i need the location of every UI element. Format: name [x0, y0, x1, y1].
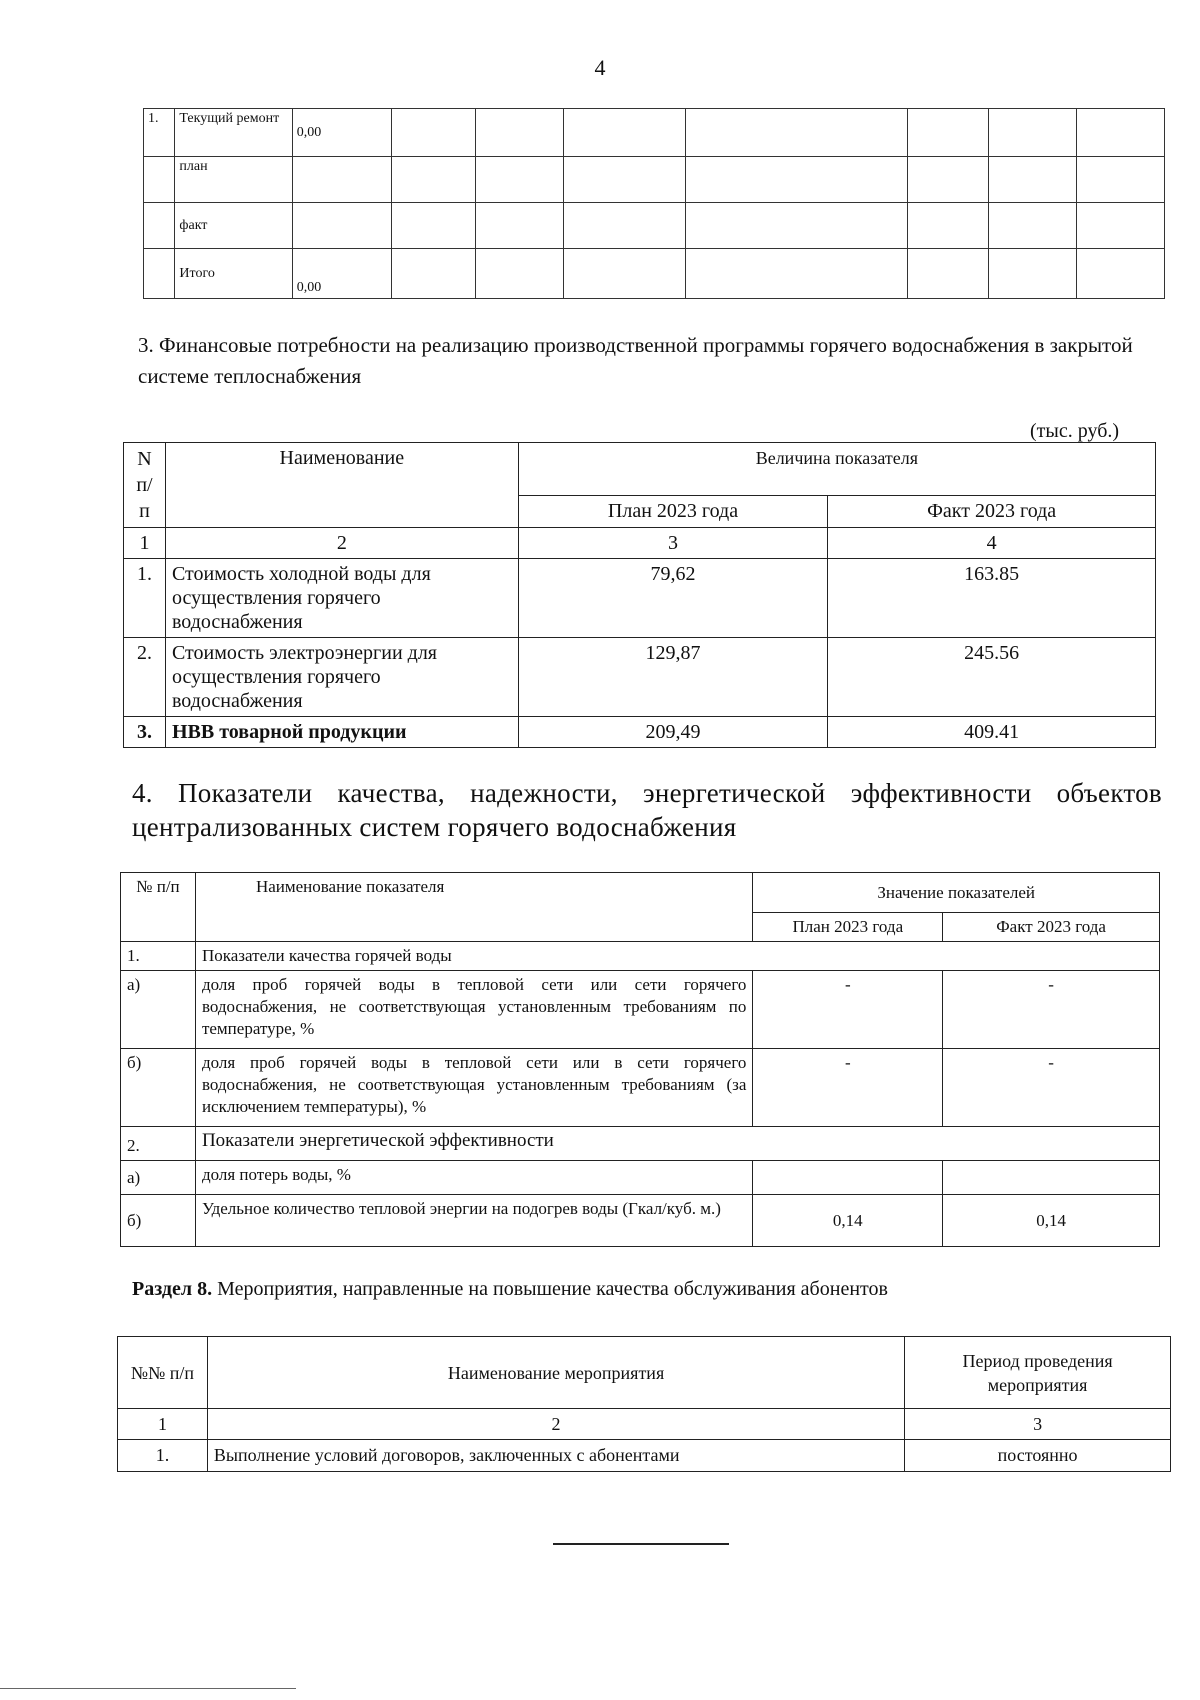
footer-rule [0, 1688, 296, 1689]
row-plan: 79,62 [518, 559, 828, 638]
row-plan: - [753, 1049, 943, 1127]
row-name: Стоимость холодной воды для осуществления горячего водоснабжения [165, 559, 518, 638]
column-numbers-row [124, 528, 1156, 559]
row-fact: 163.85 [828, 559, 1156, 638]
table-row [144, 203, 1165, 249]
end-divider [553, 1543, 729, 1545]
repair-costs-table [143, 108, 1165, 299]
row-fact [943, 1161, 1160, 1195]
col-number: 2 [165, 528, 518, 559]
row-fact: - [943, 971, 1160, 1049]
row-number [144, 157, 175, 203]
header-plan: План 2023 года [753, 913, 943, 942]
row-name: Выполнение условий договоров, заключенных с абонентами [207, 1440, 904, 1472]
column-numbers-row [118, 1409, 1171, 1440]
table-header-row [118, 1337, 1171, 1409]
table-row [144, 109, 1165, 157]
section-8-title: Мероприятия, направленные на повышение качества обслуживания абонентов [217, 1278, 888, 1300]
row-name: НВВ товарной продукции [165, 717, 518, 748]
table-header-row [121, 873, 1160, 913]
table-row [124, 559, 1156, 638]
row-name: план [175, 157, 292, 203]
row-number: б) [121, 1049, 196, 1127]
row-number: 1. [118, 1440, 208, 1472]
group-title: Показатели энергетической эффективности [195, 1127, 1159, 1161]
col-number: 2 [207, 1409, 904, 1440]
col-number: 1 [124, 528, 166, 559]
table-row [121, 1049, 1160, 1127]
financial-needs-table [123, 442, 1156, 748]
header-name: Наименование мероприятия [207, 1337, 904, 1409]
row-plan: 209,49 [518, 717, 828, 748]
row-fact: 0,14 [943, 1195, 1160, 1247]
row-name: доля проб горячей воды в тепловой сети или в сети горячего водоснабжения, не соответствующая установленным требованиям (за исключением температуры), % [195, 1049, 752, 1127]
row-number: б) [121, 1195, 196, 1247]
group-title: Показатели качества горячей воды [195, 942, 1159, 971]
row-number: 3. [124, 717, 166, 748]
row-fact: 245.56 [828, 638, 1156, 717]
section-3-heading: 3. Финансовые потребности на реализацию производственной программы горячего водоснабжения в закрытой системе теплоснабжения [138, 333, 1133, 388]
col-number: 3 [518, 528, 828, 559]
header-name: Наименование показателя [195, 873, 752, 942]
row-name: доля потерь воды, % [195, 1161, 752, 1195]
group-number: 1. [121, 942, 196, 971]
header-group: Значение показателей [753, 873, 1160, 913]
section-8-heading [132, 1278, 888, 1301]
table-row [144, 157, 1165, 203]
group-number: 2. [121, 1127, 196, 1161]
row-number: 1. [124, 559, 166, 638]
table-row [124, 717, 1156, 748]
col-number: 4 [828, 528, 1156, 559]
row-number: 1. [144, 109, 175, 157]
row-fact: - [943, 1049, 1160, 1127]
row-plan [753, 1161, 943, 1195]
group-row [121, 942, 1160, 971]
row-name: Удельное количество тепловой энергии на подогрев воды (Гкал/куб. м.) [195, 1195, 752, 1247]
quality-indicators-table [120, 872, 1160, 1247]
row-name: факт [175, 203, 292, 249]
row-fact: 409.41 [828, 717, 1156, 748]
group-row [121, 1127, 1160, 1161]
row-plan: 0,14 [753, 1195, 943, 1247]
table-row [121, 1195, 1160, 1247]
row-name: Стоимость электроэнергии для осуществления горячего водоснабжения [165, 638, 518, 717]
header-fact: Факт 2023 года [828, 496, 1156, 528]
table-row [121, 1161, 1160, 1195]
col-number: 1 [118, 1409, 208, 1440]
header-plan: План 2023 года [518, 496, 828, 528]
table-row [144, 249, 1165, 299]
row-number: а) [121, 971, 196, 1049]
header-num: №№ п/п [118, 1337, 208, 1409]
row-plan: 129,87 [518, 638, 828, 717]
row-value [292, 203, 391, 249]
row-plan: - [753, 971, 943, 1049]
table-row [121, 971, 1160, 1049]
col-number: 3 [905, 1409, 1171, 1440]
row-value: 0,00 [292, 109, 391, 157]
row-name: Текущий ремонт [175, 109, 292, 157]
header-period: Период проведения мероприятия [905, 1337, 1171, 1409]
header-fact: Факт 2023 года [943, 913, 1160, 942]
header-name: Наименование [165, 443, 518, 528]
section-4-heading: 4. Показатели качества, надежности, энергетической эффективности объектов централизованных систем горячего водоснабжения [132, 778, 1162, 842]
row-name: Итого [175, 249, 292, 299]
page-number: 4 [594, 55, 606, 80]
row-number [144, 249, 175, 299]
table-header-row [124, 443, 1156, 496]
row-value: 0,00 [292, 249, 391, 299]
row-value [292, 157, 391, 203]
section-8-label: Раздел 8. [132, 1278, 213, 1300]
header-group: Величина показателя [518, 443, 1155, 496]
header-num: N п/ п [124, 443, 166, 528]
row-number: 2. [124, 638, 166, 717]
table-row [124, 638, 1156, 717]
row-number [144, 203, 175, 249]
header-num: № п/п [121, 873, 196, 942]
service-measures-table [117, 1336, 1171, 1472]
row-period: постоянно [905, 1440, 1171, 1472]
units-label: (тыс. руб.) [1030, 420, 1120, 442]
table-row [118, 1440, 1171, 1472]
row-number: а) [121, 1161, 196, 1195]
row-name: доля проб горячей воды в тепловой сети или сети горячего водоснабжения, не соответствующая установленным требованиям по температуре, % [195, 971, 752, 1049]
